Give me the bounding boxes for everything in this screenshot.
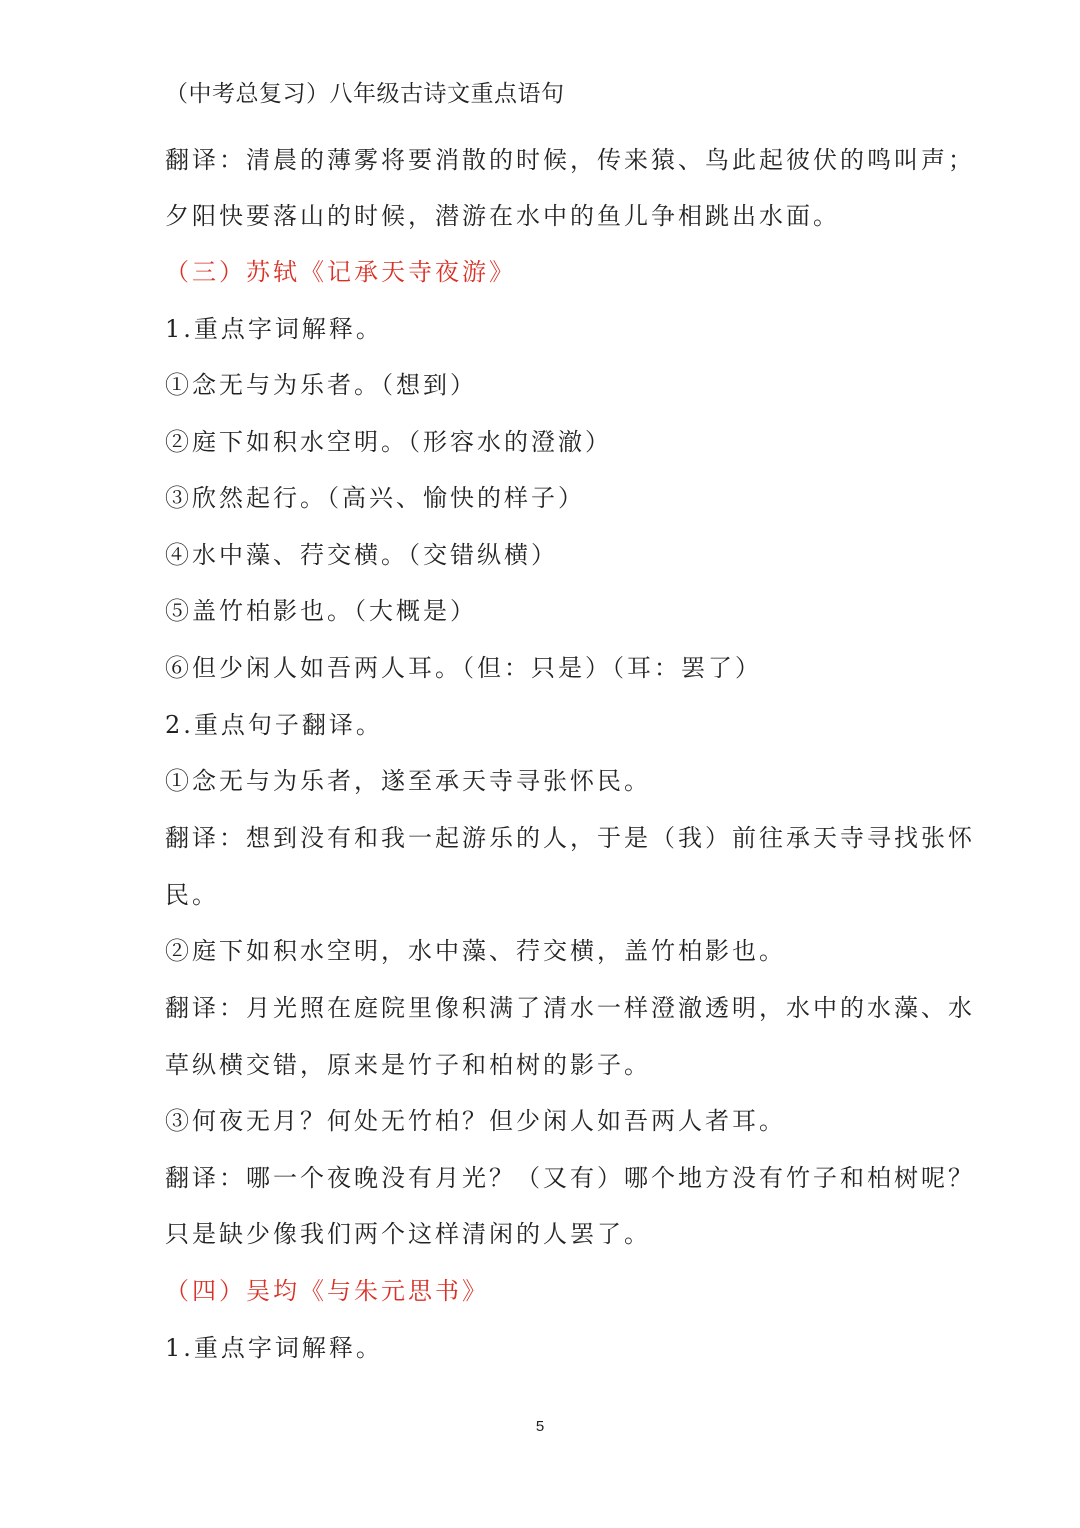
sentence-2-translation-line-1: 翻译：月光照在庭院里像积满了清水一样澄澈透明，水中的水藻、水 <box>165 994 975 1022</box>
words-title-section-4: 1.重点字词解释。 <box>165 1334 383 1362</box>
word-item: ⑤盖竹柏影也。（大概是） <box>165 597 477 625</box>
page-title: （中考总复习）八年级古诗文重点语句 <box>165 81 565 107</box>
intro-translation-line-2: 夕阳快要落山的时候，潜游在水中的鱼儿争相跳出水面。 <box>165 202 840 230</box>
word-item: ①念无与为乐者。（想到） <box>165 371 477 399</box>
words-title: 1.重点字词解释。 <box>165 315 383 343</box>
sentence-3: ③何夜无月？何处无竹柏？但少闲人如吾两人者耳。 <box>165 1107 786 1135</box>
page-number: 5 <box>535 1418 545 1435</box>
sentence-1-translation-line-2: 民。 <box>165 881 219 909</box>
word-item: ②庭下如积水空明。（形容水的澄澈） <box>165 428 612 456</box>
sentence-3-translation-line-2: 只是缺少像我们两个这样清闲的人罢了。 <box>165 1220 651 1248</box>
section-heading-yu-zhu-yuan-si-shu: （四）吴均《与朱元思书》 <box>165 1277 489 1305</box>
sentence-1-translation-line-1: 翻译：想到没有和我一起游乐的人，于是（我）前往承天寺寻找张怀 <box>165 824 975 852</box>
sentence-2: ②庭下如积水空明，水中藻、荇交横，盖竹柏影也。 <box>165 937 786 965</box>
section-heading-ji-cheng-tian-si: （三）苏轼《记承天寺夜游》 <box>165 258 516 286</box>
sentence-1: ①念无与为乐者，遂至承天寺寻张怀民。 <box>165 767 651 795</box>
sentences-title: 2.重点句子翻译。 <box>165 711 383 739</box>
intro-translation-line-1: 翻译：清晨的薄雾将要消散的时候，传来猿、鸟此起彼伏的鸣叫声； <box>165 146 975 174</box>
sentence-3-translation-line-1: 翻译：哪一个夜晚没有月光？（又有）哪个地方没有竹子和柏树呢？ <box>165 1164 975 1192</box>
word-item: ④水中藻、荇交横。（交错纵横） <box>165 541 558 569</box>
word-item: ③欣然起行。（高兴、愉快的样子） <box>165 484 585 512</box>
word-item: ⑥但少闲人如吾两人耳。（但：只是）（耳：罢了） <box>165 654 762 682</box>
sentence-2-translation-line-2: 草纵横交错，原来是竹子和柏树的影子。 <box>165 1051 651 1079</box>
